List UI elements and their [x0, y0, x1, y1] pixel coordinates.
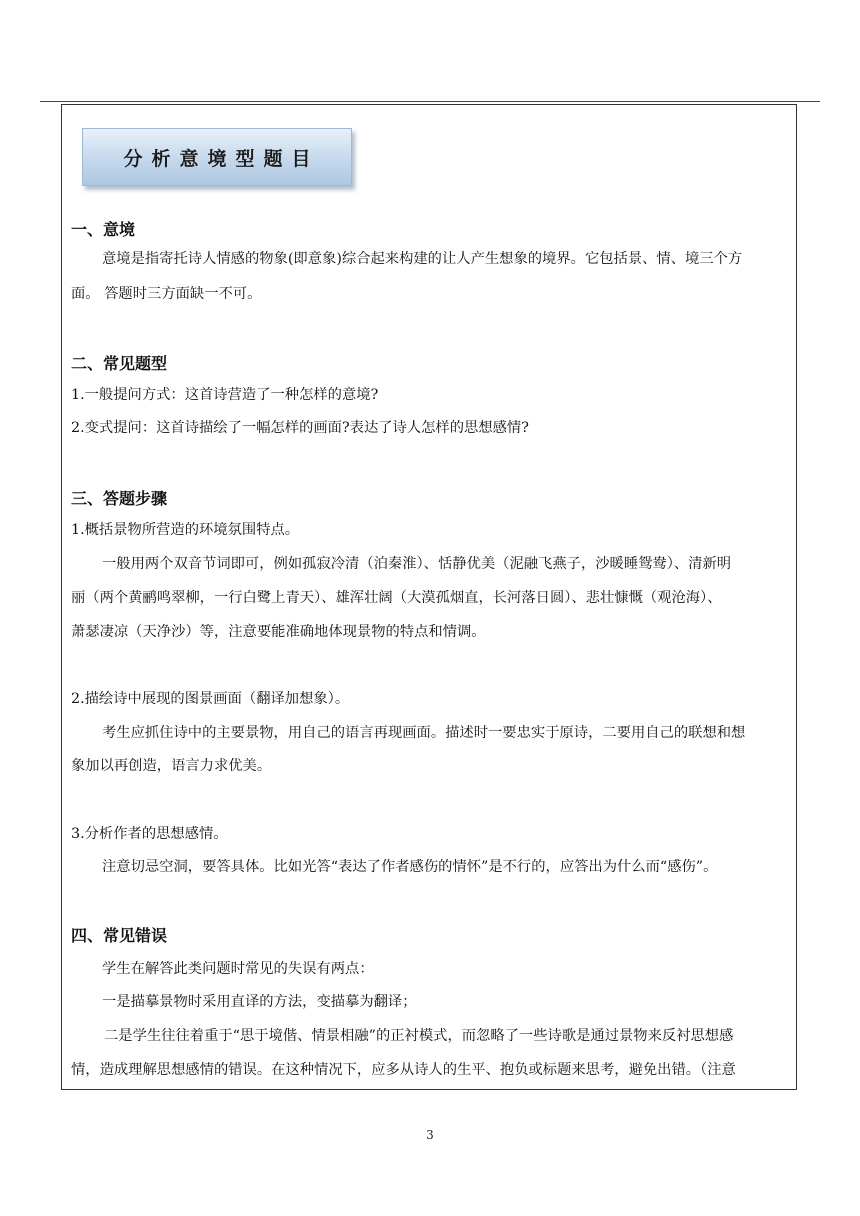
- page-number: 3: [426, 1128, 434, 1142]
- paragraph-line: 面。 答题时三方面缺一不可。: [71, 286, 262, 302]
- paragraph-line: 考生应抓住诗中的主要景物，用自己的语言再现画面。描述时一要忠实于原诗，二要用自己的联想和想: [102, 725, 746, 741]
- paragraph-line: 象加以再创造，语言力求优美。: [71, 758, 272, 774]
- section-heading-common-types: 二、常见题型: [71, 354, 168, 373]
- paragraph-line: 二是学生往往着重于“思于境偕、情景相融”的正衬模式，而忽略了一些诗歌是通过景物来反衬思想感: [104, 1028, 734, 1044]
- list-item: 1.一般提问方式：这首诗营造了一种怎样的意境?: [71, 387, 379, 403]
- list-item: 1.概括景物所营造的环境氛围特点。: [71, 522, 300, 538]
- paragraph-line: 学生在解答此类问题时常见的失误有两点：: [102, 961, 374, 977]
- list-item: 2.描绘诗中展现的图景画面（翻译加想象）。: [71, 691, 350, 707]
- header-rule: [40, 101, 820, 102]
- section-heading-answer-steps: 三、答题步骤: [71, 489, 168, 508]
- section-heading-common-errors: 四、常见错误: [71, 926, 168, 945]
- paragraph-line: 一般用两个双音节词即可，例如孤寂冷清（泊秦淮）、恬静优美（泥融飞燕子，沙暖睡鸳鸯）、清新明: [102, 556, 732, 572]
- content-frame: [61, 104, 797, 1090]
- page-title: 分析意境型题目: [123, 147, 320, 170]
- list-item: 3.分析作者的思想感情。: [71, 826, 228, 842]
- paragraph-line: 意境是指寄托诗人情感的物象(即意象)综合起来构建的让人产生想象的境界。它包括景、情、境三个方: [102, 251, 743, 267]
- paragraph-line: 丽（两个黄鹂鸣翠柳，一行白鹭上青天）、雄浑壮阔（大漠孤烟直，长河落日圆）、悲壮慷慨（观沧海）、: [71, 590, 722, 606]
- title-box: [82, 128, 352, 186]
- list-item: 2.变式提问：这首诗描绘了一幅怎样的画面?表达了诗人怎样的思想感情?: [71, 420, 529, 436]
- paragraph-line: 一是描摹景物时采用直译的方法，变描摹为翻译；: [102, 994, 417, 1010]
- paragraph-line: 情，造成理解思想感情的错误。在这种情况下，应多从诗人的生平、抱负或标题来思考，避免出错。（注意: [71, 1062, 736, 1078]
- paragraph-line: 注意切忌空洞，要答具体。比如光答“表达了作者感伤的情怀”是不行的，应答出为什么而“感伤”。: [102, 859, 718, 875]
- paragraph-line: 萧瑟凄凉（天净沙）等，注意要能准确地体现景物的特点和情调。: [71, 624, 486, 640]
- section-heading-yijing: 一、意境: [71, 220, 136, 239]
